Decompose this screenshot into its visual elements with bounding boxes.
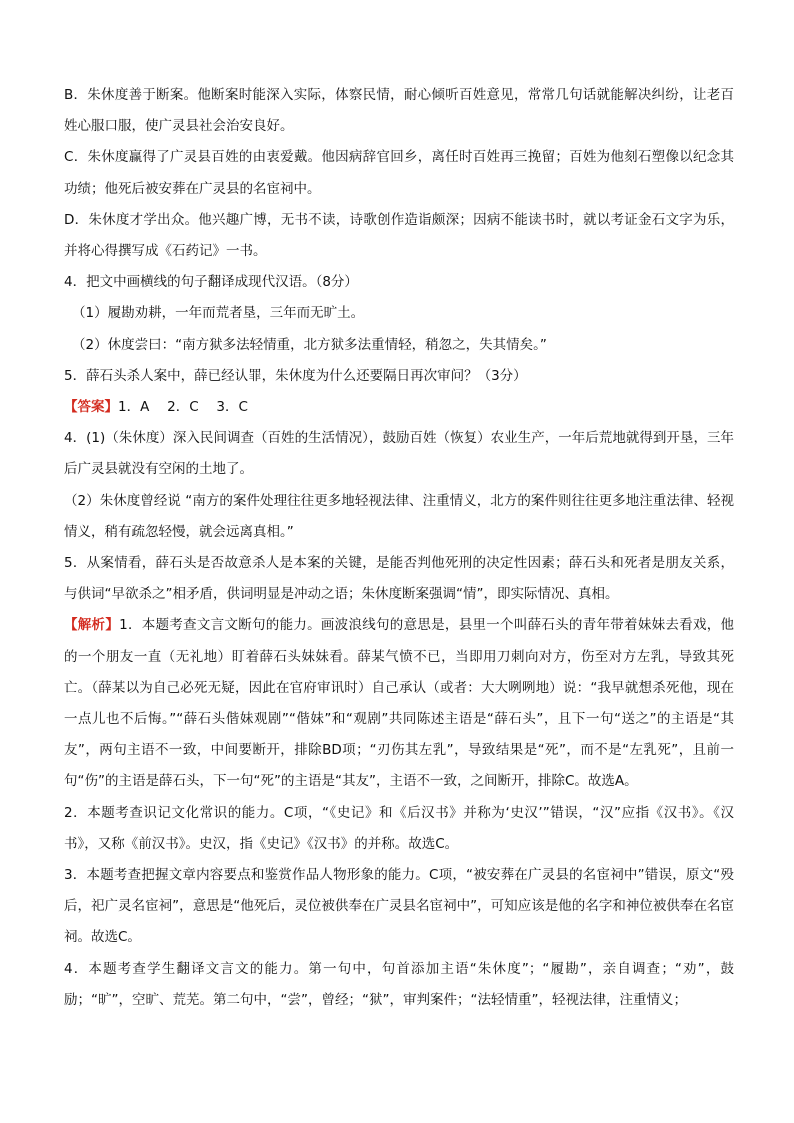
option-c: C．朱休度赢得了广灵县百姓的由衷爱戴。他因病辞官回乡，离任时百姓再三挽留；百姓为他刻石塑像以纪念其功绩；他死后被安葬在广灵县的名宦祠中。 <box>64 149 734 197</box>
analysis-tag: 【解析】 <box>64 617 120 634</box>
question-4-sentence-2: （2）休度尝曰：“南方狱多法轻情重，北方狱多法重情轻，稍忽之，失其情矣。” <box>72 336 547 353</box>
analysis-4: 4．本题考查学生翻译文言文的能力。第一句中，句首添加主语“朱休度”；“履勘”，亲自调查；“劝”，鼓励；“旷”，空旷、荒芜。第二句中，“尝”，曾经；“狱”，审判案件；“法轻情重”，轻视法律，注重情义； <box>64 960 734 1008</box>
answer-line <box>64 392 734 423</box>
question-4-stem: 4．把文中画横线的句子翻译成现代汉语。（8分） <box>64 274 358 291</box>
answer-choices: 1．A 2．C 3．C <box>118 399 248 416</box>
answer-5: 5．从案情看，薛石头是否故意杀人是本案的关键，是能否判他死刑的决定性因素；薛石头和死者是朋友关系，与供词“早欲杀之”相矛盾，供词明显是冲动之语；朱休度断案强调“情”，即实际情况、真相。 <box>64 555 734 603</box>
analysis-2: 2．本题考查识记文化常识的能力。C项，“《史记》和《后汉书》并称为‘史汉’”错误，“汉”应指《汉书》。《汉书》，又称《前汉书》。史汉，指《史记》《汉书》的并称。故选C。 <box>64 804 734 852</box>
analysis-3: 3．本题考查把握文章内容要点和鉴赏作品人物形象的能力。C项，“被安葬在广灵县的名宦祠中”错误，原文“殁后，祀广灵名宦祠”，意思是“他死后，灵位被供奉在广灵县名宦祠中”，可知应该是他的名字和神位被供奉在名宦祠。故选C。 <box>64 867 734 946</box>
question-4-sentence-1: （1）履勘劝耕，一年而荒者垦，三年而无旷土。 <box>72 305 365 322</box>
option-b: B．朱休度善于断案。他断案时能深入实际，体察民情，耐心倾听百姓意见，常常几句话就能解决纠纷，让老百姓心服口服，使广灵县社会治安良好。 <box>64 87 734 135</box>
answer-4-2: （2）朱休度曾经说 “南方的案件处理往往更多地轻视法律、注重情义，北方的案件则往往更多地注重法律、轻视情义，稍有疏忽轻慢，就会远离真相。” <box>64 492 734 540</box>
question-5-stem: 5．薛石头杀人案中，薛已经认罪，朱休度为什么还要隔日再次审问？（3分） <box>64 367 527 384</box>
answer-tag: 【答案】 <box>64 399 118 416</box>
answer-4-1: 4．(1)（朱休度）深入民间调查（百姓的生活情况），鼓励百姓（恢复）农业生产，一年后荒地就得到开垦，三年后广灵县就没有空闲的土地了。 <box>64 430 734 478</box>
analysis-1 <box>64 610 734 797</box>
option-d: D．朱休度才学出众。他兴趣广博，无书不读，诗歌创作造诣颇深；因病不能读书时，就以考证金石文字为乐，并将心得撰写成《石药记》一书。 <box>64 211 734 260</box>
document-body <box>64 80 734 1016</box>
analysis-1-text: 1．本题考查文言文断句的能力。画波浪线句的意思是，县里一个叫薛石头的青年带着妹妹去看戏，他的一个朋友一直（无礼地）盯着薛石头妹妹看。薛某气愤不已，当即用刀刺向对方，伤至对方左乳，导致其死亡。（薛某以为自己必死无疑，因此在官府审讯时）自己承认（或者：大大咧咧地）说：“我早就想杀死他，现在一点儿也不后悔。”“薛石头偕妹观剧”“偕妹”和“观剧”共同陈述主语是“薛石头”，且下一句“送之”的主语是“其友”，两句主语不一致，中间要断开，排除BD项；“刃伤其左乳”，导致结果是“死”，而不是“左乳死”，且前一句“伤”的主语是薛石头，下一句“死”的主语是“其友”，主语不一致，之间断开，排除C。故选A。 <box>64 617 735 790</box>
